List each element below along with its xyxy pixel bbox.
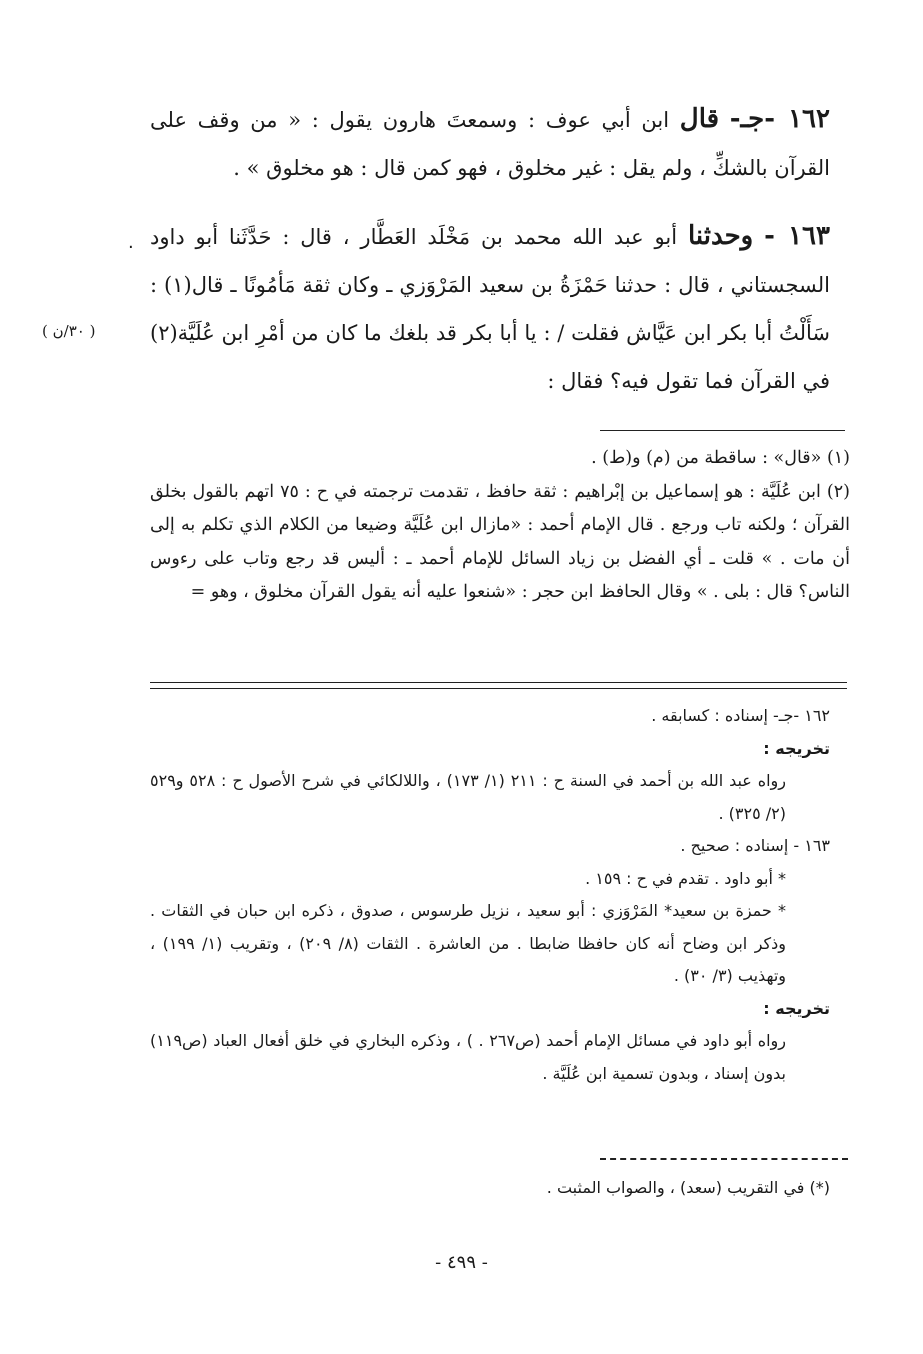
- takhrij-line: * أبو داود . تقدم في ح : ١٥٩ .: [585, 868, 786, 888]
- takhrij-line: ١٦٣ - إسناده : صحيح .: [680, 836, 830, 855]
- takhrij-line: رواه أبو داود في مسائل الإمام أحمد (ص٢٦٧ . ) ، وذكره البخاري في خلق أفعال العباد (ص١١٩) بدون إسناد ، وبدون تسمية ابن عُلَيَّة .: [150, 1031, 786, 1083]
- star-note: (*) في التقريب (سعد) ، والصواب المثبت .: [546, 1178, 830, 1197]
- takhrij-line: * حمزة بن سعيد* المَرْوَزي : أبو سعيد ، نزيل طرسوس ، صدوق ، ذكره ابن حبان في الثقات . وذكر ابن وضاح أنه كان حافظا ضابطا . من العاشرة . الثقات (٨/ ٢٠٩) ، وتقريب (١/ ١٩٩) ، وتهذيب (٣/ ٣٠) .: [150, 901, 787, 985]
- footnote-text: ابن عُلَيَّة : هو إسماعيل بن إبْراهيم : ثقة حافظ ، تقدمت ترجمته في ح : ٧٥ اتهم بالقول بخلق القرآن ؛ ولكنه تاب ورجع . قال الإمام أحمد : «مازال ابن عُلَيَّة وضيعا من الكلام الذي تكلم به إلى أن مات . » قلت ـ أي الفضل بن زياد السائل للإمام أحمد ـ : أليس قد رجع وتاب على رءوس الناس؟ قال : بلى . » وقال الحافظ ابن حجر : «شنعوا عليه أنه يقول القرآن مخلوق ، وهو =: [150, 481, 850, 602]
- margin-dot: .: [128, 232, 134, 253]
- footnote-marker: (٢): [826, 481, 850, 502]
- star-note-separator: [600, 1158, 848, 1160]
- takhrij-line: رواه عبد الله بن أحمد في السنة ح : ٢١١ (١/ ١٧٣) ، واللالكائي في شرح الأصول ح : ٥٢٨ و٥٢٩ (٢/ ٣٢٥) .: [150, 771, 786, 823]
- takhrij-line: ١٦٢ -جـ- إسناده : كسابقه .: [651, 706, 830, 725]
- footnote-2: [150, 476, 850, 610]
- footnote-marker: (١): [826, 448, 850, 468]
- footnotes: [150, 442, 850, 610]
- takhrij-section: [150, 700, 830, 1090]
- hadith-keyword: قال: [679, 104, 720, 134]
- page-number: - ٤٩٩ -: [435, 1252, 488, 1273]
- footnote-text: «قال» : ساقطة من (م) و(ط) .: [591, 448, 822, 468]
- hadith-text: أبو عبد الله محمد بن مَخْلَد العَطَّار ، قال : حَدَّثَنا أبو داود السجستاني ، قال : حدثنا حَمْزَةُ بن سعيد المَرْوَزي ـ وكان ثقة مَأمُونًا ـ قال(١) : سَأَلْتُ أبا بكر ابن عَيَّاش فقلت / : يا أبا بكر قد بلغك ما كان من أمْرِ ابن عُلَيَّة(٢) في القرآن فما تقول فيه؟ فقال :: [150, 225, 830, 393]
- paragraph-163: [150, 212, 830, 405]
- takhrij-heading: تخريجه :: [763, 738, 830, 758]
- takhrij-heading: تخريجه :: [763, 998, 830, 1018]
- hadith-number: ١٦٣ -: [764, 221, 830, 251]
- footnote-1: [150, 442, 850, 476]
- manuscript-margin-note: ( ٣٠/ن ): [42, 322, 96, 340]
- footnote-separator: [600, 430, 845, 431]
- section-double-rule: [150, 682, 847, 689]
- paragraph-162: [150, 95, 830, 192]
- hadith-keyword: وحدثنا: [687, 221, 754, 251]
- hadith-text: ابن أبي عوف : وسمعتَ هارون يقول : « من وقف على القرآن بالشكِّ ، ولم يقل : غير مخلوق ، فهو كمن قال : هو مخلوق » .: [150, 108, 830, 180]
- hadith-number: ١٦٢ -جـ-: [729, 104, 830, 134]
